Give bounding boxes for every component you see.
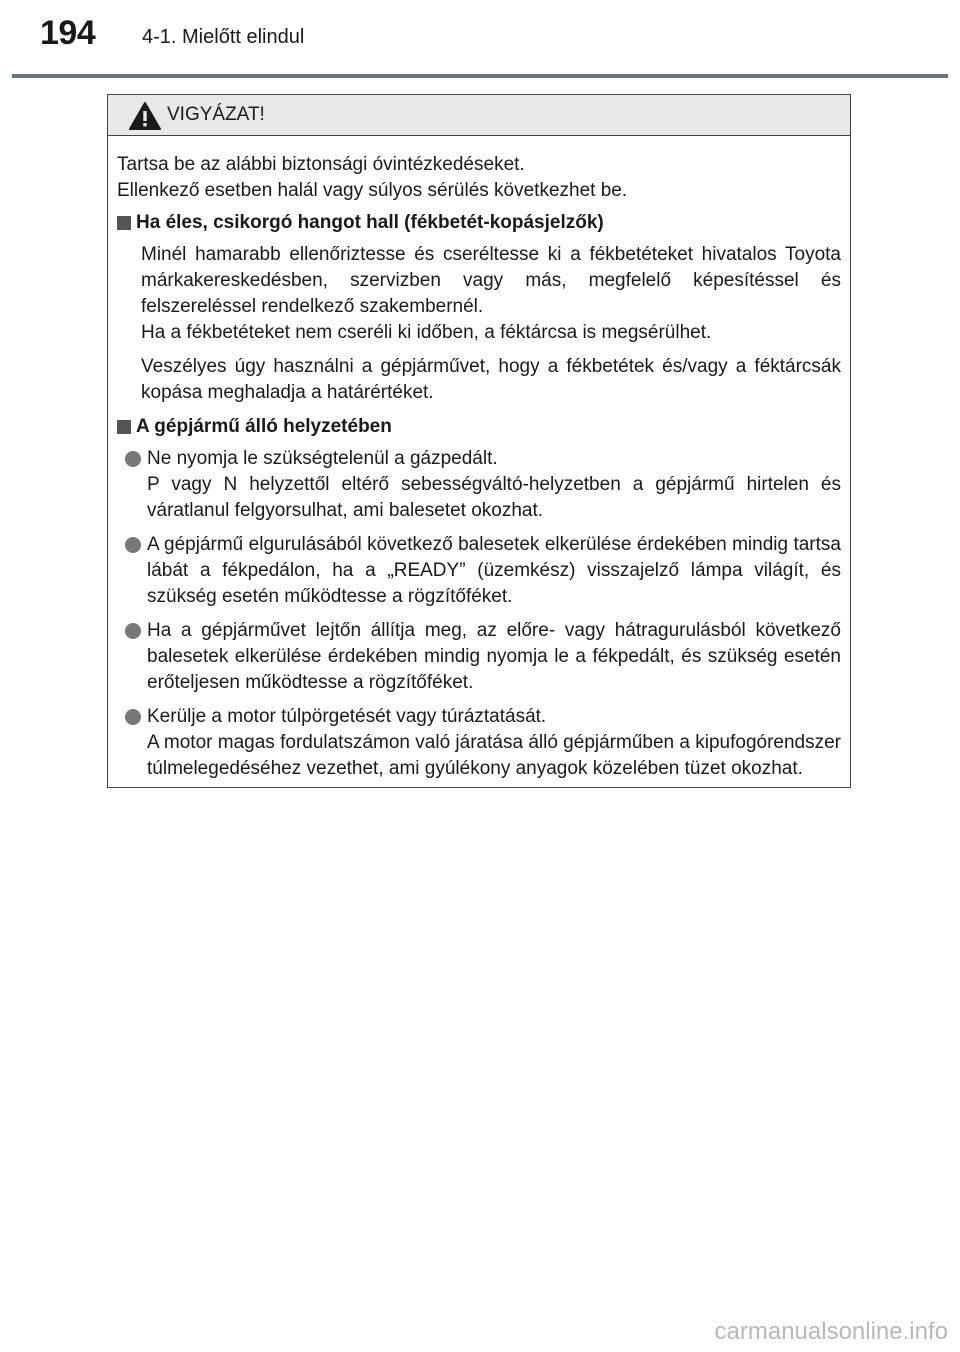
brake-pad-paragraph-group [117,242,841,346]
warning-triangle-icon [128,101,162,131]
circle-bullet-icon [125,709,141,725]
circle-bullet-icon [125,537,141,553]
bullet-line: Ha a gépjárművet lejtőn állítja meg, az előre- vagy hátragurulásból következő balesetek elkerülése érdekében mindig nyomja le a fékpedált, és szükség esetén erőteljesen működtesse a rögzítőféket. [147,620,841,693]
bullet-line: A gépjármű elgurulásából következő balesetek elkerülése érdekében mindig tartsa lábát a fékpedálon, ha a „READY” (üzemkész) visszajelző lámpa világít, és szükség esetén működtesse a rögzítőféket. [147,534,841,607]
warning-body [108,136,850,782]
warning-box [107,94,851,788]
square-bullet-icon [117,216,131,230]
paragraph: Ha a fékbetéteket nem cseréli ki időben, a féktárcsa is megsérülhet. [141,322,712,343]
paragraph: Veszélyes úgy használni a gépjárművet, hogy a fékbetétek és/vagy a féktárcsák kopása meghaladja a határértéket. [141,356,841,403]
warning-header [108,95,850,136]
list-item [117,618,841,696]
list-item [117,446,841,524]
header-rule [12,74,948,78]
watermark: carmanualsonline.info [714,1318,948,1345]
intro-line-1: Tartsa be az alábbi biztonsági óvintézkedéseket. [117,154,525,175]
intro-line-2: Ellenkező esetben halál vagy súlyos sérülés következhet be. [117,180,628,201]
warning-title: VIGYÁZAT! [167,104,265,125]
section-heading-text: Ha éles, csikorgó hangot hall (fékbetét-kopásjelzők) [136,212,604,233]
list-item [117,532,841,610]
page-number: 194 [40,14,96,52]
section-heading-stationary [117,414,841,440]
bullet-detail: A motor magas fordulatszámon való járatása álló gépjárműben a kipufogórendszer túlmelegedéséhez vezethet, ami gyúlékony anyagok közelében tüzet okozhat. [147,732,841,779]
circle-bullet-icon [125,623,141,639]
bullet-line: Ne nyomja le szükségtelenül a gázpedált. [147,448,498,469]
circle-bullet-icon [125,451,141,467]
square-bullet-icon [117,420,131,434]
section-heading-text: A gépjármű álló helyzetében [136,416,392,437]
list-item [117,704,841,782]
bullet-detail: P vagy N helyzettől eltérő sebességváltó-helyzetben a gépjármű hirtelen és váratlanul felgyorsulhat, ami balesetet okozhat. [147,474,841,521]
section-title: 4-1. Mielőtt elindul [142,26,305,48]
brake-pad-paragraph-group [117,354,841,406]
section-heading-brake-pads [117,210,841,236]
paragraph: Minél hamarabb ellenőriztesse és cseréltesse ki a fékbetéteket hivatalos Toyota márkakereskedésben, szervizben vagy más, megfelelő képesítéssel és felszereléssel rendelkező szakembernél. [141,244,841,317]
bullet-line: Kerülje a motor túlpörgetését vagy túráztatását. [147,706,547,727]
page-header [0,0,960,80]
